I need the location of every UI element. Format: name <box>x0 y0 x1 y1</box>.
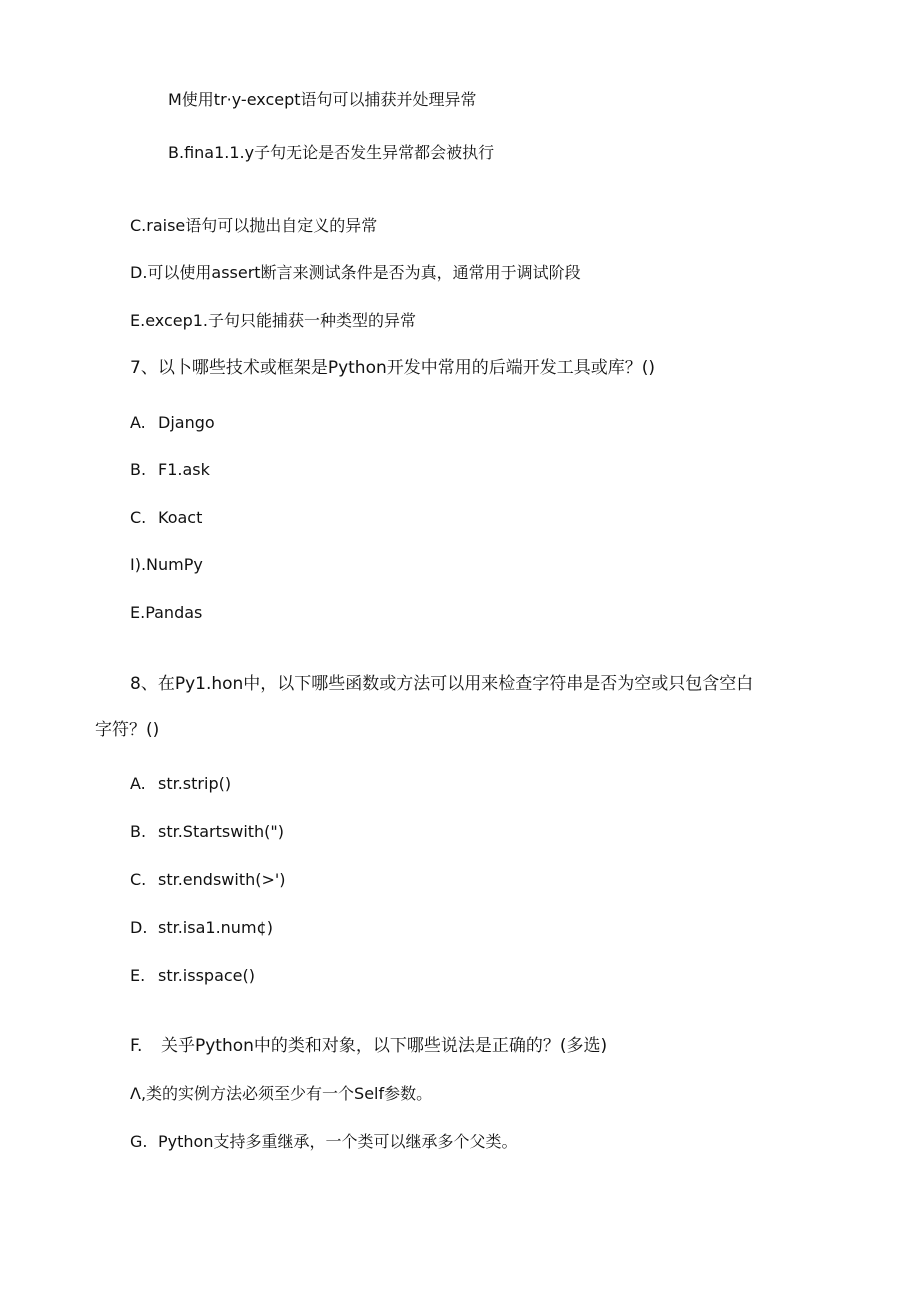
q9-question <box>130 1035 607 1057</box>
option-text: Koact <box>158 508 203 527</box>
q7-option-d: I).NumPy <box>130 555 203 574</box>
q8-option-b <box>130 821 284 843</box>
option-text: str.endswith(>') <box>158 870 286 889</box>
q6-option-b: B.fina1.1.y子句无论是否发生异常都会被执行 <box>168 143 495 162</box>
q8-question-line1: 8、在Py1.hon中，以下哪些函数或方法可以用来检查字符串是否为空或只包含空白 <box>130 674 754 694</box>
option-text: str.Startswith(") <box>158 822 285 841</box>
option-text: Python支持多重继承，一个类可以继承多个父类。 <box>158 1132 518 1151</box>
option-letter: B. <box>130 822 147 841</box>
q7-option-e: E.Pandas <box>130 603 203 622</box>
q8-option-c <box>130 869 286 891</box>
q8-option-e <box>130 965 255 987</box>
option-text: str.strip() <box>158 774 232 793</box>
q6-option-c: C.raise语句可以抛出自定义的异常 <box>130 216 378 235</box>
option-text: F1.ask <box>158 460 210 479</box>
option-letter: A. <box>130 774 146 793</box>
q8-option-d <box>130 917 273 939</box>
q8-option-a <box>130 773 231 795</box>
question-letter: F. <box>130 1036 143 1056</box>
option-letter: A. <box>130 413 146 432</box>
q8-question-line2: 字符？() <box>95 720 160 740</box>
option-letter: C. <box>130 508 147 527</box>
q6-option-a: M使用tr·y-except语句可以捕获并处理异常 <box>168 90 477 109</box>
q6-option-d: D.可以使用assert断言来测试条件是否为真，通常用于调试阶段 <box>130 263 581 282</box>
question-text: 关乎Python中的类和对象，以下哪些说法是正确的？(多选) <box>161 1036 608 1056</box>
q7-option-b <box>130 459 210 481</box>
option-letter: E. <box>130 966 146 985</box>
q9-option-g <box>130 1131 517 1153</box>
option-letter: B. <box>130 460 147 479</box>
option-text: Django <box>158 413 215 432</box>
option-letter: C. <box>130 870 147 889</box>
q6-option-e: E.excep1.子句只能捕获一种类型的异常 <box>130 311 417 330</box>
option-letter: D. <box>130 918 148 937</box>
q7-option-c <box>130 507 202 529</box>
q7-question: 7、以卜哪些技术或框架是Python开发中常用的后端开发工具或库？() <box>130 358 656 378</box>
option-text: str.isspace() <box>158 966 256 985</box>
option-letter: G. <box>130 1132 148 1151</box>
q9-option-a: Λ,类的实例方法必须至少有一个Self参数。 <box>130 1084 433 1103</box>
q7-option-a <box>130 412 215 434</box>
option-text: str.isa1.num¢) <box>158 918 273 937</box>
